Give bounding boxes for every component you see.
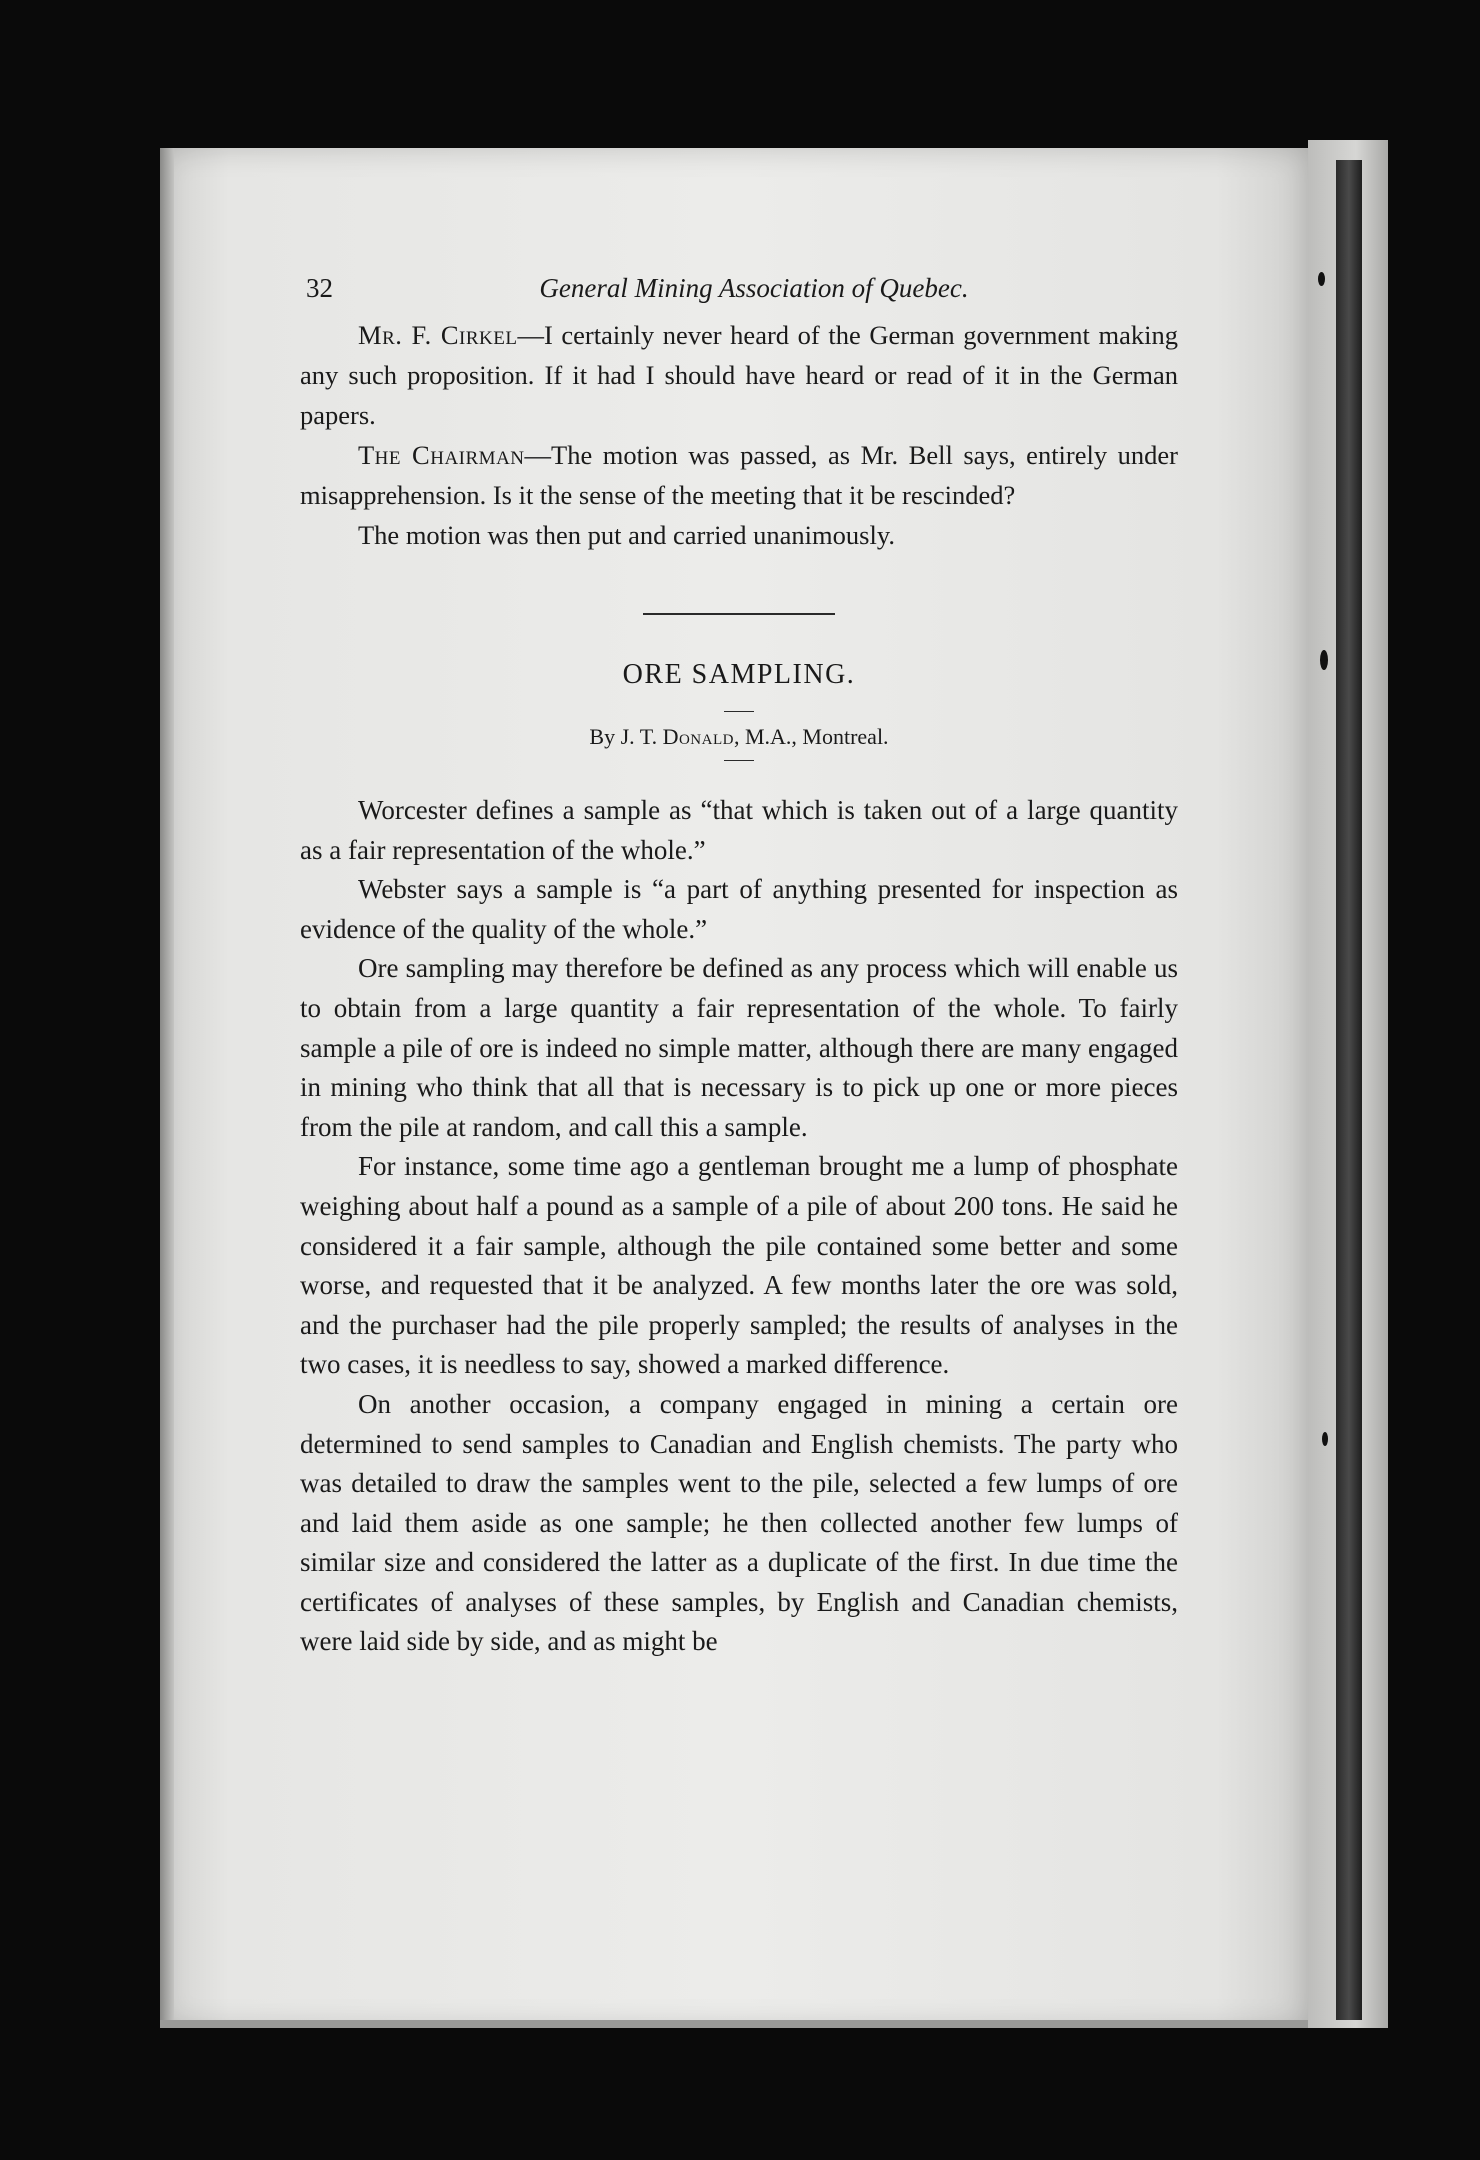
discussion-paragraph xyxy=(300,515,1178,555)
article-body xyxy=(300,791,1178,1662)
book-spine-shadow xyxy=(1336,160,1362,2020)
article-paragraph: Ore sampling may therefore be defined as any process which will enable us to obtain from a large quantity a fair representation of the whole. To fairly sample a pile of ore is indeed no simple matter, although there are many engaged in mining who think that all that is necessary is to pick up one or more pieces from the pile at random, and call this a sample. xyxy=(300,953,1178,1142)
speech-text: —The motion was passed, as Mr. Bell says, entirely under misapprehension. Is it the sense of the meeting that it be rescinded? xyxy=(300,440,1178,510)
article-paragraph: Worcester defines a sample as “that which is taken out of a large quantity as a fair representation of the whole.” xyxy=(300,795,1178,865)
page-bottom-edge xyxy=(160,2020,1308,2028)
spine-mark xyxy=(1320,650,1328,670)
page-number: 32 xyxy=(306,273,333,303)
article-paragraph: Webster says a sample is “a part of anything presented for inspection as evidence of the quality of the whole.” xyxy=(300,874,1178,944)
title-rule xyxy=(724,711,754,712)
byline-rule xyxy=(724,760,754,761)
spine-mark xyxy=(1322,1432,1328,1446)
page-left-edge xyxy=(160,148,174,2028)
spine-mark xyxy=(1318,272,1325,286)
running-title: General Mining Association of Quebec. xyxy=(539,273,969,303)
speaker-name: Mr. F. Cirkel xyxy=(358,320,518,350)
discussion-section xyxy=(300,315,1178,555)
article-paragraph: On another occasion, a company engaged in mining a certain ore determined to send samples to Canadian and English chemists. The party who was detailed to draw the samples went to the pile, selected a few lumps of ore and laid them aside as one sample; he then collected another few lumps of similar size and considered the latter as a duplicate of the first. In due time the certificates of analyses of these samples, by English and Canadian chemists, were laid side by side, and as might be xyxy=(300,1388,1178,1657)
speech-text: The motion was then put and carried unanimously. xyxy=(358,520,895,550)
section-divider xyxy=(643,613,835,615)
article-paragraph: For instance, some time ago a gentleman brought me a lump of phosphate weighing about half a pound as a sample of a pile of about 200 tons. He said he considered it a fair sample, although the pile contained some better and some worse, and requested that it be analyzed. A few months later the ore was sold, and the purchaser had the pile properly sampled; the results of analyses in the two cases, it is needless to say, showed a marked difference. xyxy=(300,1151,1178,1380)
discussion-paragraph xyxy=(300,315,1178,435)
text-column xyxy=(300,265,1178,1662)
byline-prefix: By J. T. xyxy=(589,724,663,749)
speech-text: —I certainly never heard of the German government making any such proposition. If it had I should have heard or read of it in the German papers. xyxy=(300,320,1178,430)
byline-suffix: , M.A., Montreal. xyxy=(733,724,889,749)
speaker-name: The Chairman xyxy=(358,440,525,470)
author-name: Donald xyxy=(662,724,734,749)
article-title: ORE SAMPLING. xyxy=(622,659,856,690)
running-head xyxy=(300,265,1178,315)
article-byline xyxy=(300,724,1178,754)
discussion-paragraph xyxy=(300,435,1178,515)
